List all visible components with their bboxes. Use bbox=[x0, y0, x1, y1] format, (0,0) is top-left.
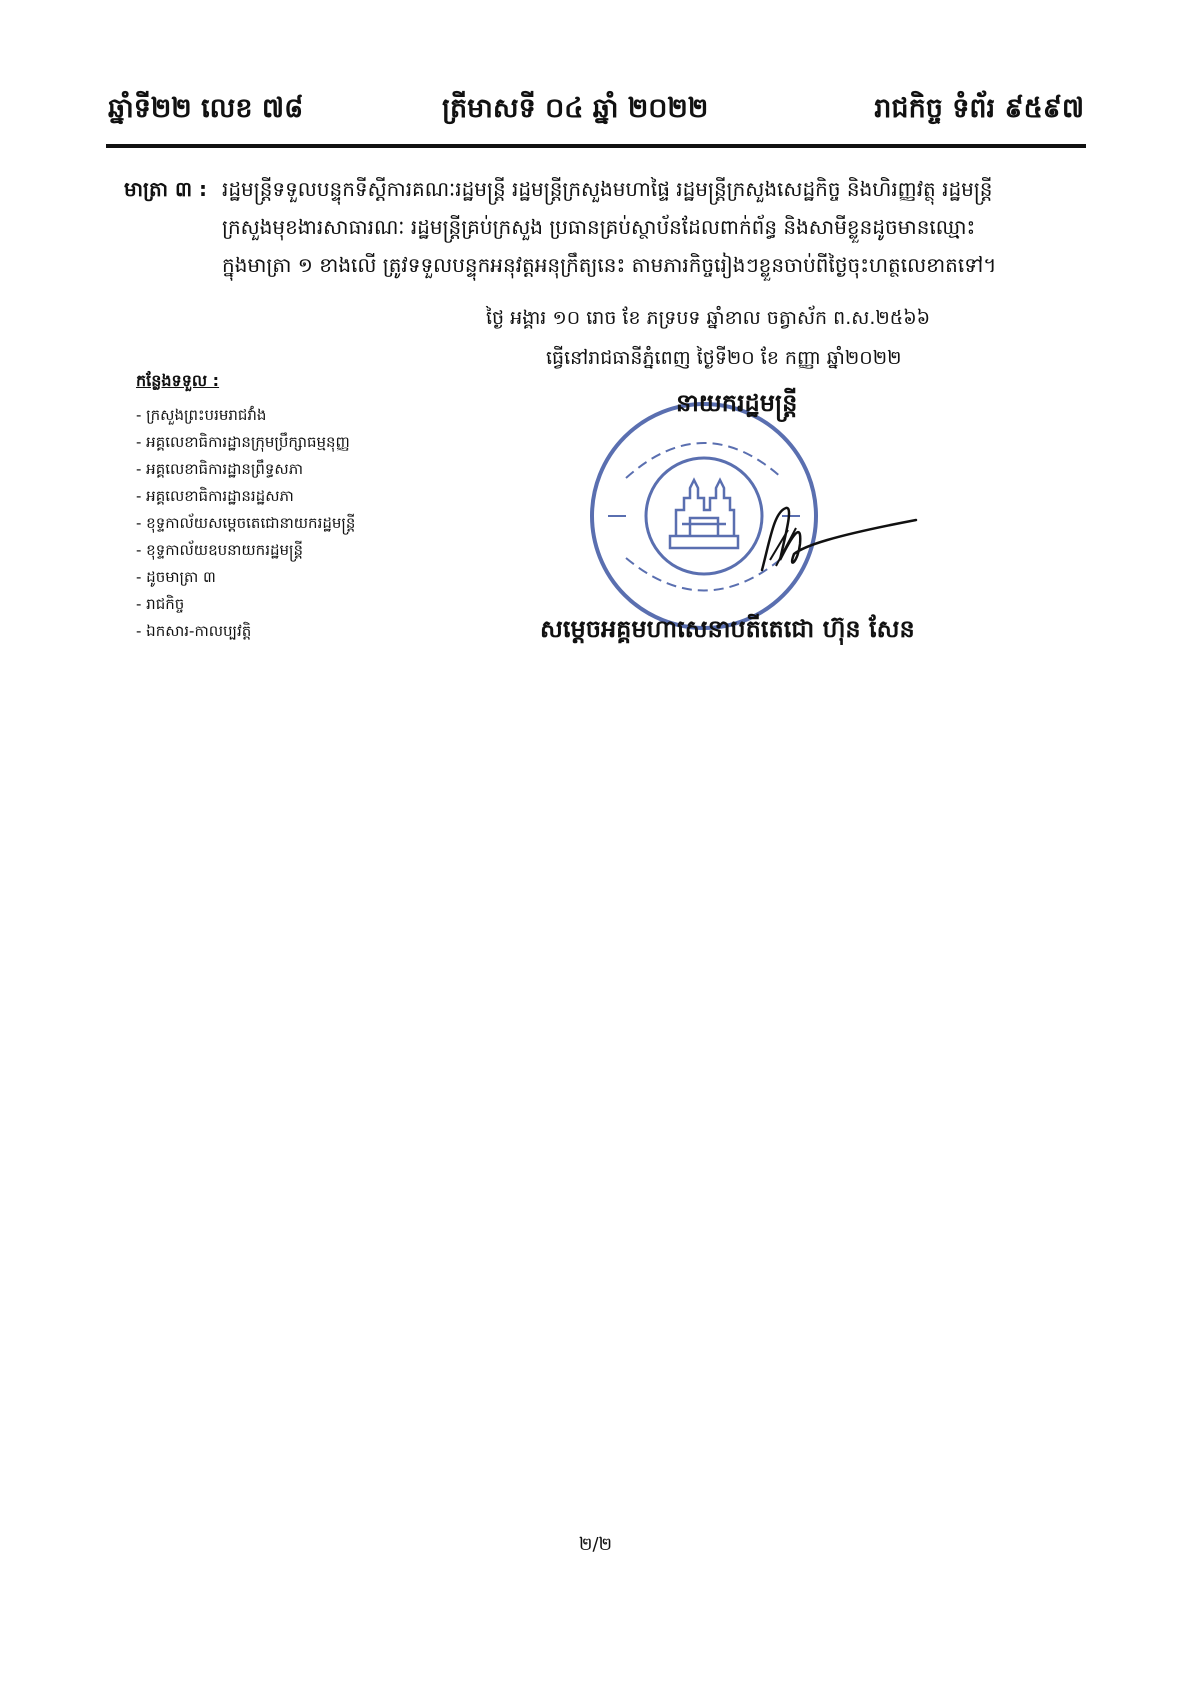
solar-date: ធ្វើនៅរាជធានីភ្នំពេញ ថ្ងៃទី២០ ខែ កញ្ញា ឆ្នាំ២០២២ bbox=[546, 347, 902, 369]
recipient-item: - ឯកសារ-កាលប្បវត្តិ bbox=[136, 622, 252, 640]
role-title: នាយករដ្ឋមន្ត្រី bbox=[676, 389, 798, 417]
recipient-item: - ខុទ្ទកាល័យសម្តេចតេជោនាយករដ្ឋមន្ត្រី bbox=[136, 514, 356, 532]
recipient-item: - ដូចមាត្រា ៣ bbox=[136, 568, 216, 586]
recipient-item: - ខុទ្ទកាល័យឧបនាយករដ្ឋមន្ត្រី bbox=[136, 541, 303, 559]
article-label: មាត្រា ៣ : bbox=[124, 177, 208, 201]
header-quarter: ត្រីមាសទី ០៤ ឆ្នាំ ២០២២ bbox=[442, 93, 709, 124]
recipient-item: - អគ្គលេខាធិការដ្ឋានក្រុមប្រឹក្សាធម្មនុញ្ញ bbox=[136, 433, 350, 451]
recipient-item: - អគ្គលេខាធិការដ្ឋានរដ្ឋសភា bbox=[136, 487, 294, 505]
lunar-date: ថ្ងៃ អង្គារ ១០ រោច ខែ ភទ្របទ ឆ្នាំខាល ចត្វាស័ក ព.ស.២៥៦៦ bbox=[486, 307, 931, 329]
recipient-item: - អគ្គលេខាធិការដ្ឋានព្រឹទ្ធសភា bbox=[136, 460, 303, 478]
gazette-header bbox=[106, 92, 1086, 136]
article-line-2: ក្រសួងមុខងារសាធារណៈ រដ្ឋមន្ត្រីគ្រប់ក្រសួង ប្រធានគ្រប់ស្ថាប័នដែលពាក់ព័ន្ធ និងសាមីខ្លួនដូចមានឈ្មោះ bbox=[222, 215, 976, 239]
article-line-3: ក្នុងមាត្រា ១ ខាងលើ ត្រូវទទួលបន្ទុកអនុវត្តអនុក្រឹត្យនេះ តាមភារកិច្ចរៀងៗខ្លួនចាប់ពីថ្ងៃចុះហត្ថលេខាតទៅ។ bbox=[222, 253, 997, 277]
seal-temple-emblem bbox=[670, 480, 738, 548]
header-rule bbox=[106, 144, 1086, 148]
recipient-item: - ក្រសួងព្រះបរមរាជវាំង bbox=[136, 406, 267, 424]
handwritten-signature bbox=[740, 500, 920, 590]
signer-name: សម្តេចអគ្គមហាសេនាបតីតេជោ ហ៊ុន សែន bbox=[540, 615, 915, 643]
article-line-1: រដ្ឋមន្ត្រីទទួលបន្ទុកទីស្តីការគណៈរដ្ឋមន្ត្រី រដ្ឋមន្ត្រីក្រសួងមហាផ្ទៃ រដ្ឋមន្ត្រីក្រសួងសេដ្ឋកិច្ច និងហិរញ្ញវត្ថុ រដ្ឋមន្ត្រី bbox=[222, 177, 993, 201]
recipients-list bbox=[136, 370, 355, 645]
recipient-item: - រាជកិច្ច bbox=[136, 595, 185, 613]
recipients-title: កន្លែងទទួល : bbox=[136, 371, 220, 390]
header-page: រាជកិច្ច ទំព័រ ៩៥៩៧ bbox=[874, 93, 1084, 124]
header-year-issue: ឆ្នាំទី២២ លេខ ៧៨ bbox=[108, 93, 304, 124]
page-number: ២/២ bbox=[578, 1534, 613, 1555]
